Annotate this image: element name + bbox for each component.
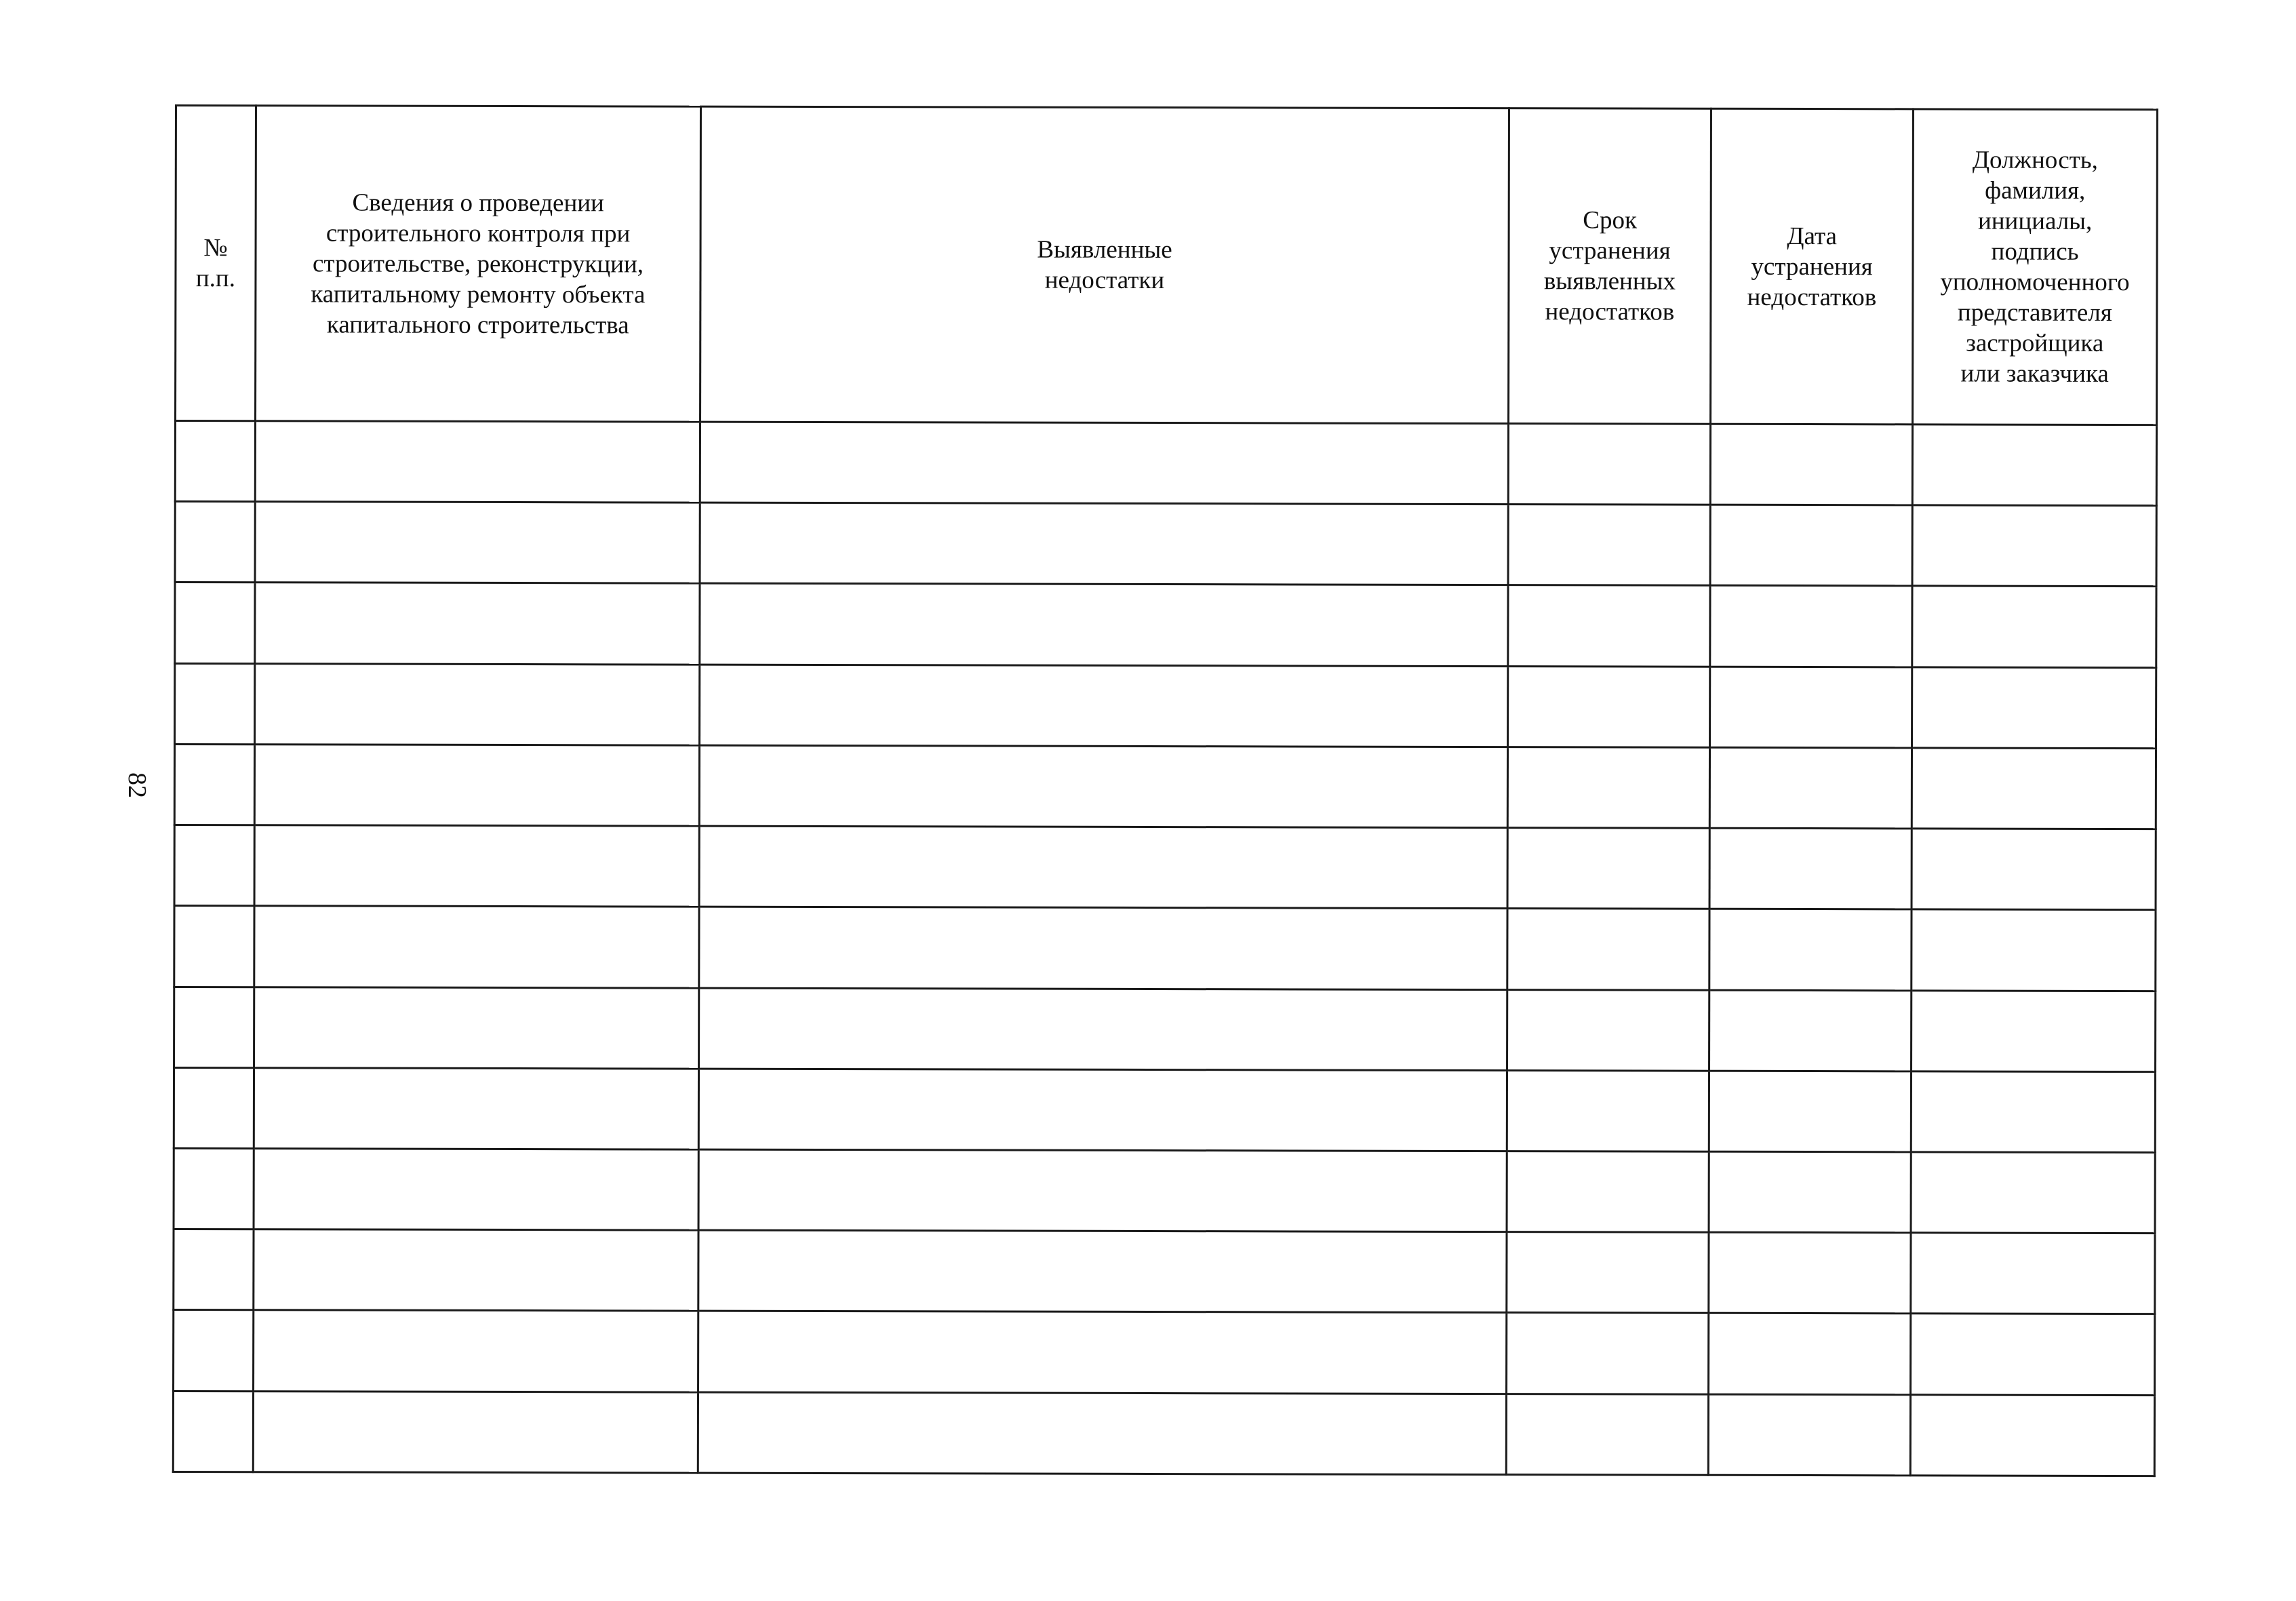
table-cell [1911, 1152, 2155, 1233]
table-cell [1709, 990, 1912, 1071]
header-control-info [256, 106, 701, 422]
header-defects-label: Выявленные недостатки [1037, 235, 1172, 295]
table-cell [1709, 1151, 1911, 1233]
table-cell [1911, 1313, 2155, 1395]
table-cell [1507, 747, 1709, 828]
header-number [176, 106, 256, 421]
table-cell [254, 1310, 698, 1392]
table-cell [175, 582, 255, 663]
table-cell [174, 1310, 254, 1391]
table-cell [700, 502, 1508, 585]
table-cell [174, 987, 254, 1067]
header-fix-date-label: Дата устранения недостатков [1747, 222, 1877, 311]
table-row [175, 502, 2156, 587]
header-signature-label: Должность, фамилия, инициалы, подпись уполномоченного представителя застройщика или заказчика [1940, 146, 2130, 388]
table-cell [1508, 424, 1710, 505]
table-cell [1710, 505, 1912, 586]
table-body [173, 421, 2156, 1476]
header-deadline-label: Срок устранения выявленных недостатков [1543, 206, 1676, 326]
table-row [175, 582, 2156, 667]
table-cell [254, 906, 699, 988]
table-cell [699, 988, 1507, 1071]
table-cell [253, 1391, 698, 1473]
table-row [174, 1229, 2155, 1314]
table-row [175, 421, 2156, 506]
table-cell [1508, 666, 1710, 747]
table-cell [254, 745, 699, 827]
table-cell [254, 987, 699, 1069]
table-cell [1708, 1394, 1910, 1476]
header-control-info-label: Сведения о проведении строительного контроля при строительстве, реконструкции, капитальному ремонту объекта капитального строительства [311, 189, 646, 339]
table-cell [1709, 909, 1912, 991]
table-cell [255, 502, 700, 584]
table-cell [175, 663, 255, 744]
table-cell [699, 745, 1507, 828]
table-cell [174, 1148, 254, 1229]
header-fix-date [1711, 108, 1914, 424]
table-row [173, 1391, 2154, 1476]
table-row [175, 663, 2156, 748]
table-cell [1507, 1070, 1709, 1151]
table-cell [174, 825, 254, 906]
table-cell [174, 744, 254, 825]
table-header-row [176, 106, 2158, 425]
page-number: 82 [123, 772, 151, 798]
table-cell [1911, 1233, 2155, 1314]
table-cell [1709, 828, 1912, 909]
table-cell [1508, 505, 1710, 586]
defects-form-table [172, 104, 2158, 1477]
table-cell [175, 502, 255, 582]
table-cell [1910, 1394, 2154, 1476]
table-cell [174, 906, 254, 987]
table-cell [174, 1067, 254, 1148]
table-cell [1912, 990, 2156, 1071]
table-cell [699, 907, 1507, 989]
table-cell [255, 582, 700, 665]
table-cell [1710, 586, 1912, 667]
table-cell [698, 1230, 1507, 1313]
table-cell [174, 1229, 254, 1310]
table-row [174, 825, 2156, 910]
table-cell [254, 1149, 698, 1231]
table-cell [700, 584, 1508, 667]
table-cell [1709, 1313, 1911, 1395]
table-cell [1507, 828, 1709, 909]
table-cell [700, 665, 1508, 747]
table-cell [254, 1229, 698, 1311]
table-cell [698, 1069, 1507, 1151]
header-deadline [1509, 108, 1711, 424]
table-cell [1506, 1394, 1708, 1475]
table-cell [1912, 505, 2156, 587]
table-cell [1710, 424, 1912, 505]
table-cell [173, 1391, 253, 1472]
table-row [174, 744, 2156, 829]
table-cell [1911, 1071, 2155, 1153]
table-row [174, 1148, 2155, 1233]
table-row [174, 987, 2156, 1071]
table-cell [1507, 1151, 1709, 1233]
table-row [174, 906, 2156, 991]
table-cell [1912, 909, 2156, 991]
table-cell [255, 663, 700, 745]
table-cell [698, 1311, 1507, 1394]
table-row [174, 1310, 2155, 1395]
table-cell [1710, 667, 1912, 748]
table-cell [1709, 747, 1912, 829]
table-cell [700, 422, 1508, 505]
header-number-label: № п.п. [195, 234, 236, 293]
table-cell [1709, 1071, 1911, 1152]
table-cell [1912, 829, 2156, 910]
table-cell [1507, 909, 1709, 990]
table-cell [1912, 424, 2156, 506]
table-row [174, 1067, 2155, 1152]
table-cell [175, 421, 255, 502]
table-cell [255, 421, 700, 503]
table-cell [699, 826, 1507, 909]
table-cell [254, 1067, 698, 1149]
header-defects [700, 106, 1509, 423]
table-cell [1912, 748, 2156, 829]
table-cell [1507, 1313, 1709, 1394]
table-cell [1709, 1232, 1911, 1313]
table-cell [254, 825, 699, 907]
table-cell [1507, 1232, 1709, 1313]
table-cell [698, 1392, 1506, 1475]
table-cell [1508, 585, 1710, 667]
table-cell [1912, 667, 2156, 749]
table-cell [698, 1149, 1507, 1232]
header-signature [1913, 109, 2158, 425]
table-cell [1507, 989, 1709, 1071]
table-cell [1912, 586, 2156, 667]
